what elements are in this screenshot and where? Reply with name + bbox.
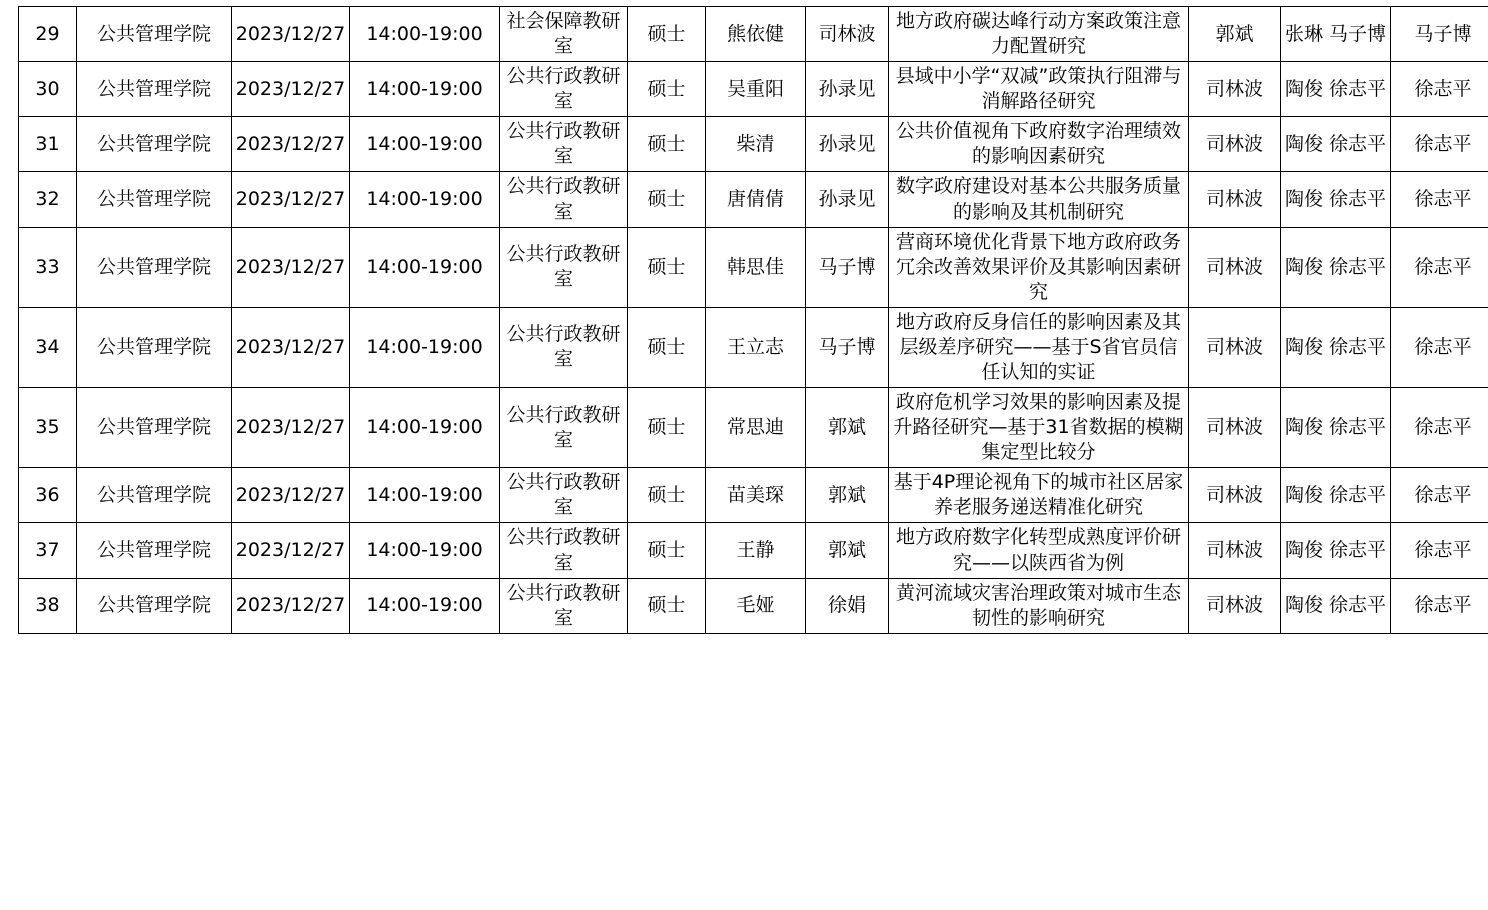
cell-chair: 司林波: [1189, 117, 1281, 172]
cell-advisor: 郭斌: [806, 523, 889, 578]
cell-advisor: 孙录见: [806, 62, 889, 117]
cell-members: 张琳 马子博: [1281, 7, 1391, 62]
cell-index: 35: [19, 388, 77, 468]
cell-title: 地方政府数字化转型成熟度评价研究——以陕西省为例: [889, 523, 1189, 578]
cell-members: 陶俊 徐志平: [1281, 578, 1391, 633]
cell-members: 陶俊 徐志平: [1281, 227, 1391, 307]
cell-degree: 硕士: [628, 7, 706, 62]
cell-title: 县域中小学“双减”政策执行阻滞与消解路径研究: [889, 62, 1189, 117]
cell-secretary: 徐志平: [1391, 172, 1488, 227]
cell-index: 36: [19, 468, 77, 523]
cell-student: 熊依健: [706, 7, 806, 62]
cell-time: 14:00-19:00: [350, 468, 500, 523]
cell-degree: 硕士: [628, 227, 706, 307]
table-row: [19, 117, 1488, 172]
cell-time: 14:00-19:00: [350, 62, 500, 117]
cell-time: 14:00-19:00: [350, 7, 500, 62]
cell-title: 黄河流域灾害治理政策对城市生态韧性的影响研究: [889, 578, 1189, 633]
cell-college: 公共管理学院: [77, 578, 232, 633]
cell-student: 柴清: [706, 117, 806, 172]
cell-degree: 硕士: [628, 523, 706, 578]
cell-college: 公共管理学院: [77, 388, 232, 468]
cell-student: 王立志: [706, 307, 806, 387]
cell-college: 公共管理学院: [77, 117, 232, 172]
cell-advisor: 郭斌: [806, 468, 889, 523]
cell-chair: 司林波: [1189, 523, 1281, 578]
cell-degree: 硕士: [628, 388, 706, 468]
cell-degree: 硕士: [628, 172, 706, 227]
cell-title: 政府危机学习效果的影响因素及提升路径研究—基于31省数据的模糊集定型比较分: [889, 388, 1189, 468]
cell-secretary: 徐志平: [1391, 307, 1488, 387]
cell-index: 37: [19, 523, 77, 578]
cell-room: 公共行政教研室: [500, 578, 628, 633]
cell-index: 33: [19, 227, 77, 307]
table-row: [19, 7, 1488, 62]
cell-index: 38: [19, 578, 77, 633]
cell-room: 公共行政教研室: [500, 388, 628, 468]
thesis-defense-schedule-table: [18, 6, 1488, 634]
cell-title: 数字政府建设对基本公共服务质量的影响及其机制研究: [889, 172, 1189, 227]
cell-college: 公共管理学院: [77, 7, 232, 62]
cell-title: 公共价值视角下政府数字治理绩效的影响因素研究: [889, 117, 1189, 172]
cell-title: 基于4P理论视角下的城市社区居家养老服务递送精准化研究: [889, 468, 1189, 523]
cell-student: 王静: [706, 523, 806, 578]
cell-date: 2023/12/27: [232, 578, 350, 633]
cell-room: 公共行政教研室: [500, 172, 628, 227]
cell-chair: 司林波: [1189, 307, 1281, 387]
cell-index: 30: [19, 62, 77, 117]
table-row: [19, 468, 1488, 523]
cell-room: 公共行政教研室: [500, 468, 628, 523]
cell-college: 公共管理学院: [77, 62, 232, 117]
cell-index: 34: [19, 307, 77, 387]
cell-student: 毛娅: [706, 578, 806, 633]
cell-room: 公共行政教研室: [500, 307, 628, 387]
cell-date: 2023/12/27: [232, 307, 350, 387]
table-body: [19, 7, 1488, 634]
cell-secretary: 徐志平: [1391, 578, 1488, 633]
cell-chair: 司林波: [1189, 388, 1281, 468]
cell-time: 14:00-19:00: [350, 578, 500, 633]
cell-student: 韩思佳: [706, 227, 806, 307]
cell-secretary: 徐志平: [1391, 117, 1488, 172]
cell-advisor: 马子博: [806, 307, 889, 387]
cell-secretary: 徐志平: [1391, 388, 1488, 468]
cell-secretary: 徐志平: [1391, 227, 1488, 307]
cell-advisor: 徐娟: [806, 578, 889, 633]
cell-room: 社会保障教研室: [500, 7, 628, 62]
cell-index: 32: [19, 172, 77, 227]
cell-members: 陶俊 徐志平: [1281, 172, 1391, 227]
cell-title: 营商环境优化背景下地方政府政务冗余改善效果评价及其影响因素研究: [889, 227, 1189, 307]
cell-degree: 硕士: [628, 578, 706, 633]
cell-title: 地方政府反身信任的影响因素及其层级差序研究——基于S省官员信任认知的实证: [889, 307, 1189, 387]
cell-room: 公共行政教研室: [500, 523, 628, 578]
cell-student: 常思迪: [706, 388, 806, 468]
cell-time: 14:00-19:00: [350, 172, 500, 227]
cell-secretary: 徐志平: [1391, 468, 1488, 523]
cell-members: 陶俊 徐志平: [1281, 468, 1391, 523]
cell-chair: 司林波: [1189, 227, 1281, 307]
cell-secretary: 马子博: [1391, 7, 1488, 62]
cell-members: 陶俊 徐志平: [1281, 117, 1391, 172]
cell-advisor: 孙录见: [806, 172, 889, 227]
cell-time: 14:00-19:00: [350, 388, 500, 468]
cell-chair: 司林波: [1189, 172, 1281, 227]
cell-student: 苗美琛: [706, 468, 806, 523]
cell-date: 2023/12/27: [232, 468, 350, 523]
cell-time: 14:00-19:00: [350, 117, 500, 172]
cell-time: 14:00-19:00: [350, 307, 500, 387]
cell-date: 2023/12/27: [232, 62, 350, 117]
cell-degree: 硕士: [628, 468, 706, 523]
cell-degree: 硕士: [628, 307, 706, 387]
table-row: [19, 388, 1488, 468]
cell-chair: 司林波: [1189, 578, 1281, 633]
cell-college: 公共管理学院: [77, 523, 232, 578]
cell-time: 14:00-19:00: [350, 227, 500, 307]
cell-index: 29: [19, 7, 77, 62]
cell-members: 陶俊 徐志平: [1281, 62, 1391, 117]
cell-advisor: 司林波: [806, 7, 889, 62]
cell-chair: 司林波: [1189, 62, 1281, 117]
cell-secretary: 徐志平: [1391, 523, 1488, 578]
cell-date: 2023/12/27: [232, 227, 350, 307]
cell-advisor: 郭斌: [806, 388, 889, 468]
cell-room: 公共行政教研室: [500, 227, 628, 307]
cell-college: 公共管理学院: [77, 172, 232, 227]
cell-degree: 硕士: [628, 117, 706, 172]
cell-date: 2023/12/27: [232, 172, 350, 227]
cell-room: 公共行政教研室: [500, 62, 628, 117]
cell-college: 公共管理学院: [77, 227, 232, 307]
cell-date: 2023/12/27: [232, 7, 350, 62]
cell-secretary: 徐志平: [1391, 62, 1488, 117]
table-row: [19, 578, 1488, 633]
cell-members: 陶俊 徐志平: [1281, 388, 1391, 468]
cell-members: 陶俊 徐志平: [1281, 523, 1391, 578]
cell-room: 公共行政教研室: [500, 117, 628, 172]
table-row: [19, 172, 1488, 227]
table-row: [19, 523, 1488, 578]
cell-chair: 郭斌: [1189, 7, 1281, 62]
cell-advisor: 孙录见: [806, 117, 889, 172]
cell-index: 31: [19, 117, 77, 172]
table-row: [19, 227, 1488, 307]
cell-title: 地方政府碳达峰行动方案政策注意力配置研究: [889, 7, 1189, 62]
cell-members: 陶俊 徐志平: [1281, 307, 1391, 387]
table-row: [19, 307, 1488, 387]
cell-student: 吴重阳: [706, 62, 806, 117]
cell-advisor: 马子博: [806, 227, 889, 307]
cell-college: 公共管理学院: [77, 307, 232, 387]
cell-date: 2023/12/27: [232, 388, 350, 468]
cell-student: 唐倩倩: [706, 172, 806, 227]
cell-college: 公共管理学院: [77, 468, 232, 523]
cell-chair: 司林波: [1189, 468, 1281, 523]
cell-time: 14:00-19:00: [350, 523, 500, 578]
cell-degree: 硕士: [628, 62, 706, 117]
cell-date: 2023/12/27: [232, 117, 350, 172]
cell-date: 2023/12/27: [232, 523, 350, 578]
table-row: [19, 62, 1488, 117]
